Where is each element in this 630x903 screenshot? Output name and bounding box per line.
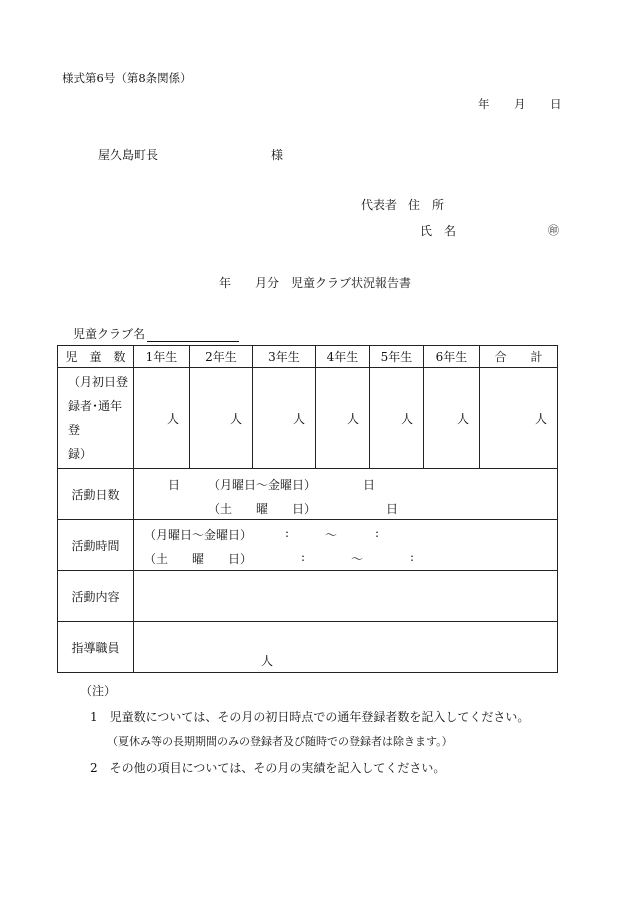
address-label: 住 所 (408, 198, 445, 212)
activity-days-cell[interactable] (134, 469, 558, 520)
time-tilde: ～ (325, 528, 338, 542)
club-name-field (73, 325, 239, 342)
form-number: 様式第6号（第8条関係） (62, 71, 192, 85)
header-row (58, 346, 558, 368)
time-colon: : (375, 526, 380, 540)
staff-cell[interactable] (134, 622, 558, 673)
note-1: 1 児童数については、その月の初日時点での通年登録者数を記入してください。 (90, 710, 530, 724)
count-note-line: 録） (68, 447, 93, 461)
grade-3-count-cell[interactable]: 人 (253, 368, 316, 469)
activity-days-label: 活動日数 (58, 469, 134, 520)
activity-days-row (58, 469, 558, 520)
note-2: 2 その他の項目については、その月の実績を記入してください。 (90, 761, 446, 775)
grade-1-count-cell[interactable]: 人 (134, 368, 190, 469)
staff-row (58, 622, 558, 673)
grade-2-header: 2年生 (190, 346, 253, 368)
total-header: 合 計 (480, 346, 558, 368)
grade-6-count-cell[interactable]: 人 (424, 368, 480, 469)
activity-time-label: 活動時間 (58, 520, 134, 571)
date-day: 日 (550, 97, 562, 111)
name-label: 氏 名 (420, 224, 457, 238)
club-name-label: 児童クラブ名 (73, 327, 146, 341)
time-weekday-label: （月曜日～金曜日） (144, 528, 253, 542)
children-count-label: 児 童 数 (58, 346, 134, 368)
seal-mark: ㊞ (548, 224, 559, 237)
grade-4-count-cell[interactable]: 人 (316, 368, 370, 469)
representative-label: 代表者 (361, 198, 398, 212)
report-table (57, 345, 558, 673)
days-weekday-label: （月曜日～金曜日） (208, 478, 317, 492)
grade-3-header: 3年生 (253, 346, 316, 368)
total-count-cell[interactable]: 人 (480, 368, 558, 469)
count-row (58, 368, 558, 469)
day-unit: 日 (168, 478, 181, 492)
activity-content-row (58, 571, 558, 622)
days-saturday-label: （土 曜 日） (208, 502, 317, 516)
activity-time-row (58, 520, 558, 571)
time-colon: : (410, 550, 415, 564)
count-note-line: （月初日登 (68, 375, 129, 389)
grade-4-header: 4年生 (316, 346, 370, 368)
grade-5-header: 5年生 (370, 346, 424, 368)
time-colon: : (301, 550, 306, 564)
time-saturday-label: （土 曜 日） (144, 552, 253, 566)
activity-content-cell[interactable] (134, 571, 558, 622)
activity-content-label: 活動内容 (58, 571, 134, 622)
club-name-underline (147, 329, 239, 342)
note-1-sub: （夏休み等の長期期間のみの登録者及び随時での登録者は除きます。） (107, 735, 453, 748)
activity-time-cell[interactable] (134, 520, 558, 571)
count-note (58, 368, 134, 469)
date-year: 年 (478, 97, 490, 111)
grade-1-header: 1年生 (134, 346, 190, 368)
time-tilde: ～ (351, 552, 364, 566)
count-note-line: 録者･通年登 (68, 399, 123, 437)
time-colon: : (285, 526, 290, 540)
day-unit: 日 (386, 502, 399, 516)
grade-2-count-cell[interactable]: 人 (190, 368, 253, 469)
date-month: 月 (514, 97, 526, 111)
notes-heading: （注） (80, 684, 117, 698)
grade-5-count-cell[interactable]: 人 (370, 368, 424, 469)
staff-label: 指導職員 (58, 622, 134, 673)
document-title: 年 月分 児童クラブ状況報告書 (218, 276, 411, 290)
grade-6-header: 6年生 (424, 346, 480, 368)
staff-unit: 人 (261, 654, 274, 668)
day-unit: 日 (363, 478, 376, 492)
recipient-name: 屋久島町長 (98, 148, 159, 162)
recipient-honorific: 様 (271, 148, 284, 162)
